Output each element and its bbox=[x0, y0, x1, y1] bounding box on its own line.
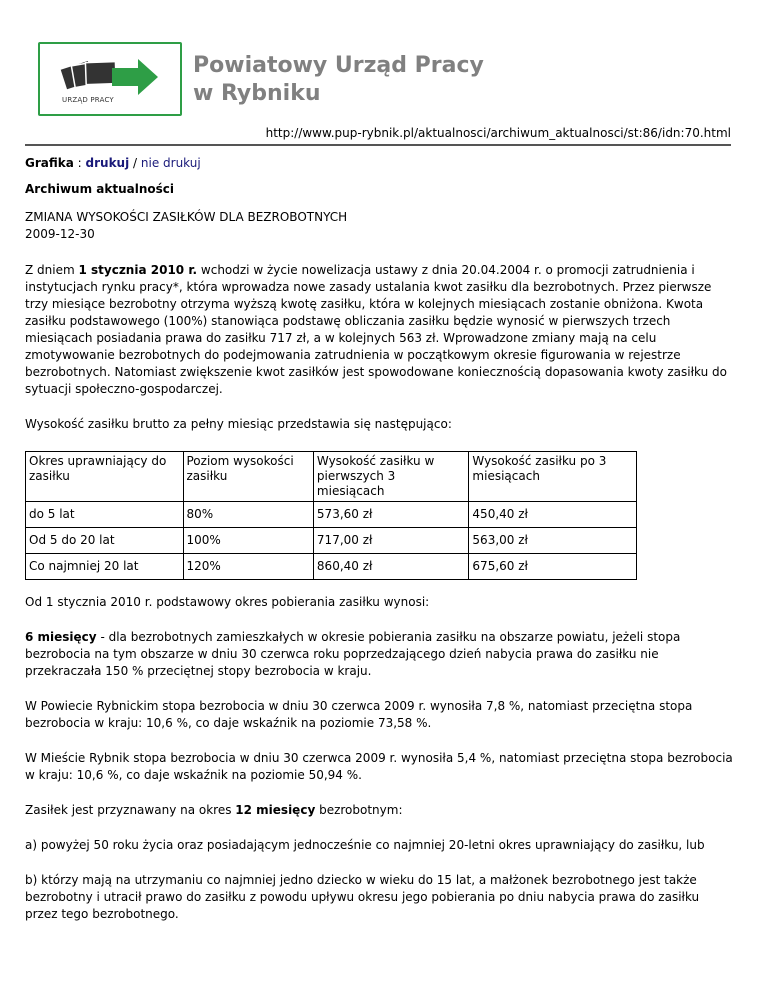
page-header bbox=[38, 42, 758, 122]
twelve-months-post: bezrobotnym: bbox=[315, 803, 403, 817]
period-intro: Od 1 stycznia 2010 r. podstawowy okres pobierania zasiłku wynosi: bbox=[25, 595, 430, 609]
table-header-row bbox=[26, 452, 637, 502]
table-cell: 860,40 zł bbox=[313, 554, 469, 580]
news-title: ZMIANA WYSOKOŚCI ZASIŁKÓW DLA BEZROBOTNYCH bbox=[25, 210, 348, 224]
no-print-link[interactable]: nie drukuj bbox=[140, 156, 201, 170]
condition-a: a) powyżej 50 roku życia oraz posiadającym jednocześnie co najmniej 20-letni okres uprawniający do zasiłku, lub bbox=[25, 838, 705, 852]
condition-b: b) którzy mają na utrzymaniu co najmniej jedno dziecko w wieku do 15 lat, a małżonek bezrobotnego jest także bezrobotny i utracił prawo do zasiłku z powodu upływu okresu jego pobierania po dniu nabycia prawa do zasiłku przez tego bezrobotnego. bbox=[25, 873, 700, 921]
benefit-rates-table bbox=[25, 451, 637, 580]
print-link[interactable]: drukuj bbox=[85, 156, 130, 170]
city-stats-paragraph: W Mieście Rybnik stopa bezrobocia w dniu 30 czerwca 2009 r. wynosiła 5,4 %, natomiast przeciętna stopa bezrobocia w kraju: 10,6 %, co daje wskaźnik na poziomie 50,94 %. bbox=[25, 751, 733, 782]
table-cell: 80% bbox=[183, 502, 313, 528]
table-cell: 675,60 zł bbox=[469, 554, 637, 580]
table-header-cell: Wysokość zasiłku po 3 miesiącach bbox=[469, 452, 637, 502]
logo[interactable] bbox=[38, 42, 182, 116]
print-mode-sep2: / bbox=[129, 156, 141, 170]
print-mode-bar bbox=[25, 155, 735, 172]
table-header-cell: Poziom wysokości zasiłku bbox=[183, 452, 313, 502]
intro-text-pre: Z dniem bbox=[25, 263, 79, 277]
main-content bbox=[25, 155, 735, 941]
table-row bbox=[26, 554, 637, 580]
table-cell: 717,00 zł bbox=[313, 528, 469, 554]
print-mode-sep1: : bbox=[73, 156, 86, 170]
logo-caption: URZĄD PRACY bbox=[62, 96, 114, 104]
twelve-months-pre: Zasiłek jest przyznawany na okres bbox=[25, 803, 236, 817]
section-title: Archiwum aktualności bbox=[25, 182, 175, 196]
intro-text-post: wchodzi w życie nowelizacja ustawy z dnia 20.04.2004 r. o promocji zatrudnienia i instytucjach rynku pracy*, która wprowadza nowe zasady ustalania kwot zasiłku dla bezrobotnych. Przez pierwsze trzy miesiące bezrobotny otrzyma wyższą kwotę zasiłku, która w kolejnych miesiącach zostanie obniżona. Kwota zasiłku podstawowego (100%) stanowiąca podstawę obliczania zasiłku będzie wynosić w pierwszych trzech miesiącach posiadania prawa do zasiłku 717 zł, a w kolejnych 563 zł. Wprowadzone zmiany mają na celu zmotywowanie bezrobotnych do podejmowania zatrudnienia w początkowym okresie figurowania w rejestrze bezrobotnych. Natomiast zwiększenie kwot zasiłków jest spowodowane koniecznością dopasowania kwoty zasiłku do sytuacji społeczno-gospodarczej. bbox=[25, 263, 727, 396]
table-cell: 100% bbox=[183, 528, 313, 554]
table-cell: 120% bbox=[183, 554, 313, 580]
intro-paragraph bbox=[25, 262, 735, 398]
twelve-months-bold: 12 miesięcy bbox=[235, 803, 316, 817]
powiat-stats-paragraph: W Powiecie Rybnickim stopa bezrobocia w dniu 30 czerwca 2009 r. wynosiła 7,8 %, natomiast przeciętna stopa bezrobocia w kraju: 10,6 %, co daje wskaźnik na poziomie 73,58 %. bbox=[25, 699, 693, 730]
six-months-paragraph bbox=[25, 629, 735, 680]
page-url: http://www.pup-rybnik.pl/aktualnosci/archiwum_aktualnosci/st:86/idn:70.html bbox=[25, 126, 731, 146]
table-row bbox=[26, 502, 637, 528]
table-intro: Wysokość zasiłku brutto za pełny miesiąc przedstawia się następująco: bbox=[25, 417, 452, 431]
intro-date-bold: 1 stycznia 2010 r. bbox=[78, 263, 198, 277]
organization-name-line1: Powiatowy Urząd Pracy bbox=[193, 53, 484, 78]
table-cell: 563,00 zł bbox=[469, 528, 637, 554]
twelve-months-paragraph bbox=[25, 802, 735, 819]
table-header-cell: Okres uprawniający do zasiłku bbox=[26, 452, 184, 502]
table-cell: do 5 lat bbox=[26, 502, 184, 528]
news-date: 2009-12-30 bbox=[25, 227, 95, 241]
organization-name-line2: w Rybniku bbox=[193, 81, 321, 106]
table-cell: 573,60 zł bbox=[313, 502, 469, 528]
print-mode-label: Grafika bbox=[25, 156, 74, 170]
six-months-bold: 6 miesięcy bbox=[25, 630, 97, 644]
table-cell: 450,40 zł bbox=[469, 502, 637, 528]
table-header-cell: Wysokość zasiłku w pierwszych 3 miesiącach bbox=[313, 452, 469, 502]
table-row bbox=[26, 528, 637, 554]
table-cell: Co najmniej 20 lat bbox=[26, 554, 184, 580]
six-months-text: - dla bezrobotnych zamieszkałych w okresie pobierania zasiłku na obszarze powiatu, jeżeli stopa bezrobocia na tym obszarze w dniu 30 czerwca roku poprzedzającego dzień nabycia prawa do zasiłku nie przekraczała 150 % przeciętnej stopy bezrobocia w kraju. bbox=[25, 630, 681, 678]
table-cell: Od 5 do 20 lat bbox=[26, 528, 184, 554]
organization-name bbox=[193, 52, 484, 108]
